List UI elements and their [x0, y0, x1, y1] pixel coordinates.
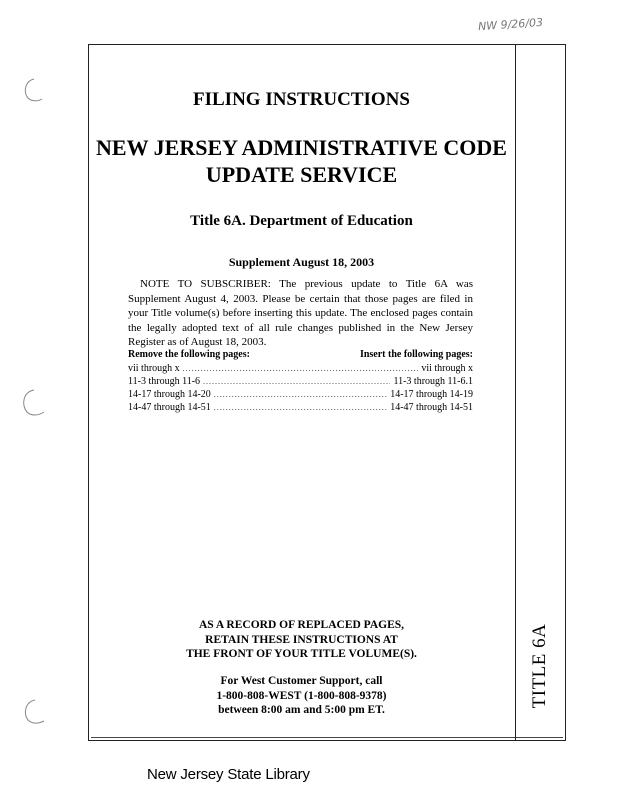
remove-pages: 14-47 through 14-51: [128, 402, 211, 413]
remove-header: Remove the following pages:: [128, 349, 250, 360]
dot-leader: [214, 403, 387, 412]
support-phone: 1-800-808-WEST (1-800-808-9378): [216, 689, 387, 702]
table-header: [128, 349, 473, 363]
remove-pages: 11-3 through 11-6: [128, 376, 201, 387]
handwritten-note: NW 9/26/03: [477, 15, 544, 34]
insert-header: Insert the following pages:: [359, 349, 473, 360]
code-heading-line1: NEW JERSEY ADMINISTRATIVE CODE: [96, 135, 507, 160]
punch-hole-bottom: [20, 697, 48, 727]
insert-pages: vii through x: [421, 363, 473, 374]
punch-hole-top: [20, 76, 46, 104]
table-row: [128, 363, 473, 376]
page-replacement-table: [128, 349, 473, 415]
insert-pages: 14-47 through 14-51: [390, 402, 473, 413]
subscriber-note: NOTE TO SUBSCRIBER: The previous update to Title 6A was Supplement August 4, 2003. Please be certain that those pages are filed in your Title volume(s) before inserting this update. The enclosed pages contain the legally adopted text of all rule changes published in the New Jersey Register as of August 18, 2003.: [128, 278, 473, 349]
punch-hole-middle: [18, 387, 48, 419]
dot-leader: [214, 390, 387, 399]
customer-support: [88, 674, 515, 718]
retain-line3: THE FRONT OF YOUR TITLE VOLUME(S).: [186, 648, 417, 660]
table-row: [128, 389, 473, 402]
table-row: [128, 402, 473, 415]
insert-pages: 14-17 through 14-19: [390, 389, 473, 400]
remove-pages: 14-17 through 14-20: [128, 389, 211, 400]
dot-leader: [203, 377, 390, 386]
code-heading: [88, 134, 515, 188]
supplement-date: Supplement August 18, 2003: [228, 255, 375, 269]
dot-leader: [183, 364, 419, 373]
insert-pages: 11-3 through 11-6.1: [393, 376, 473, 387]
library-stamp: New Jersey State Library: [147, 766, 310, 783]
code-heading-line2: UPDATE SERVICE: [205, 162, 398, 187]
title-heading: Title 6A. Department of Education: [190, 213, 413, 229]
retain-line1: AS A RECORD OF REPLACED PAGES,: [198, 619, 405, 631]
tab-label: TITLE 6A: [529, 623, 550, 709]
retain-line2: RETAIN THESE INSTRUCTIONS AT: [205, 633, 398, 646]
support-hours: between 8:00 am and 5:00 pm ET.: [218, 704, 385, 716]
remove-pages: vii through x: [128, 363, 180, 374]
document-title: FILING INSTRUCTIONS: [193, 89, 410, 110]
retain-instructions: [88, 618, 515, 662]
support-line1: For West Customer Support, call: [220, 675, 383, 687]
table-row: [128, 376, 473, 389]
